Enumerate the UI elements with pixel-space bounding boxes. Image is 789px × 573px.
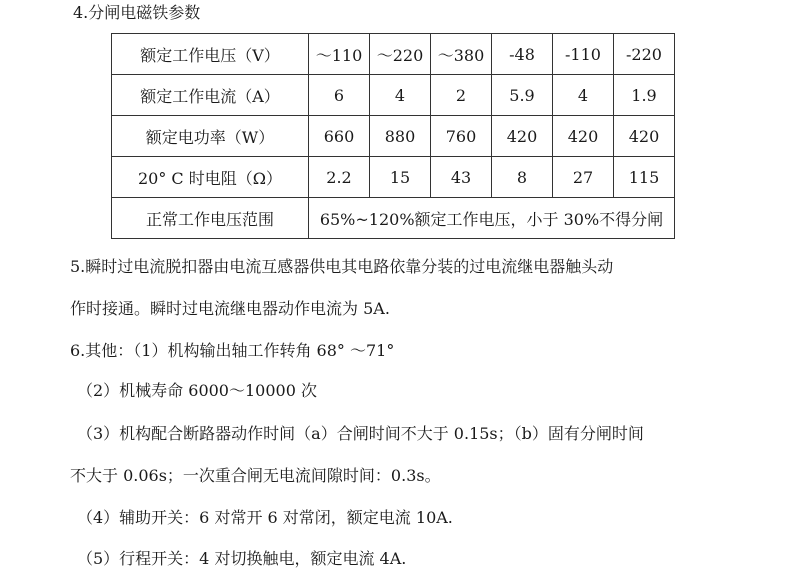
table-cell: -220 <box>614 34 675 75</box>
paragraph-6-item-2: （2）机械寿命 6000～10000 次 <box>77 381 317 400</box>
table-row <box>112 75 675 116</box>
table-cell: 8 <box>492 157 553 198</box>
paragraph-5-line-1: 5.瞬时过电流脱扣器由电流互感器供电其电路依靠分装的过电流继电器触头动 <box>70 257 614 276</box>
table-cell: 43 <box>431 157 492 198</box>
table-row <box>112 34 675 75</box>
table-cell: 880 <box>370 116 431 157</box>
table-cell: 420 <box>492 116 553 157</box>
paragraph-5-line-2: 作时接通。瞬时过电流继电器动作电流为 5A. <box>70 299 390 318</box>
paragraph-6-item-3-line-1: （3）机构配合断路器动作时间（a）合闸时间不大于 0.15s；（b）固有分闸时间 <box>77 424 644 443</box>
table-cell: 420 <box>553 116 614 157</box>
table-cell: 2.2 <box>309 157 370 198</box>
paragraph-6-item-5: （5）行程开关：4 对切换触电，额定电流 4A. <box>77 549 407 568</box>
row-label: 额定工作电流（A） <box>112 75 309 116</box>
table-cell: 420 <box>614 116 675 157</box>
voltage-range-note: 65%~120%额定工作电压，小于 30%不得分闸 <box>309 198 675 239</box>
table-row <box>112 116 675 157</box>
row-label: 额定电功率（W） <box>112 116 309 157</box>
row-label: 额定工作电压（V） <box>112 34 309 75</box>
row-label: 正常工作电压范围 <box>112 198 309 239</box>
table-cell: 4 <box>553 75 614 116</box>
table-row <box>112 157 675 198</box>
trip-magnet-parameter-table <box>111 33 675 239</box>
table-cell: 2 <box>431 75 492 116</box>
table-cell: 5.9 <box>492 75 553 116</box>
table-cell: 660 <box>309 116 370 157</box>
table-cell: ～110 <box>309 34 370 75</box>
row-label: 20° C 时电阻（Ω） <box>112 157 309 198</box>
table-cell: 27 <box>553 157 614 198</box>
paragraph-6-item-3-line-2: 不大于 0.06s；一次重合闸无电流间隙时间：0.3s。 <box>70 466 441 485</box>
section-heading: 4.分闸电磁铁参数 <box>73 3 201 22</box>
table-cell: 15 <box>370 157 431 198</box>
table-cell: 4 <box>370 75 431 116</box>
table-cell: 115 <box>614 157 675 198</box>
table-cell: 6 <box>309 75 370 116</box>
paragraph-6: 6.其他：（1）机构输出轴工作转角 68° ～71° <box>70 341 395 360</box>
table-cell: 760 <box>431 116 492 157</box>
table-cell: ～380 <box>431 34 492 75</box>
table-cell: -48 <box>492 34 553 75</box>
table-cell: ～220 <box>370 34 431 75</box>
table-cell: 1.9 <box>614 75 675 116</box>
table-cell: -110 <box>553 34 614 75</box>
paragraph-6-item-4: （4）辅助开关：6 对常开 6 对常闭，额定电流 10A. <box>77 508 453 527</box>
table-row <box>112 198 675 239</box>
